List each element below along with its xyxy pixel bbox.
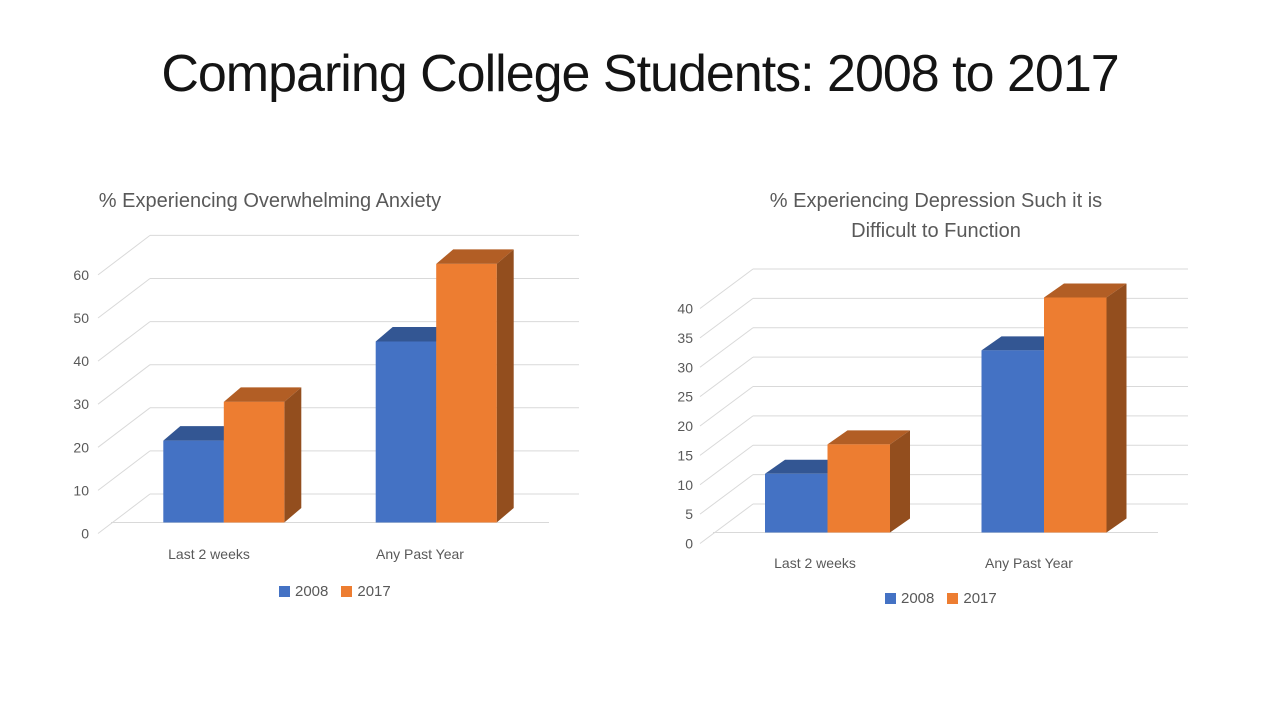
depression-chart-title-line1: % Experiencing Depression Such it is <box>769 190 1103 212</box>
gridline-diagonal <box>98 365 150 405</box>
category-label: Last 2 weeks <box>168 546 250 562</box>
y-tick-label: 25 <box>677 388 693 405</box>
anxiety-plot <box>73 235 579 562</box>
bar-2017-any-past-year <box>436 264 497 523</box>
slide-title: Comparing College Students: 2008 to 2017 <box>161 45 1119 103</box>
bar-side-2017 <box>890 430 910 532</box>
legend-swatch-2017 <box>341 586 352 597</box>
y-tick-label: 10 <box>73 482 89 499</box>
legend-label-2017: 2017 <box>963 590 997 607</box>
gridline-diagonal <box>700 298 753 338</box>
legend-item-2008 <box>279 583 328 600</box>
y-tick-label: 0 <box>685 535 693 552</box>
y-tick-label: 40 <box>73 353 89 370</box>
y-tick-label: 60 <box>73 266 89 283</box>
gridline-diagonal <box>700 504 753 544</box>
bar-side-2017 <box>497 249 514 522</box>
bar-2008-last-2-weeks <box>163 441 224 523</box>
legend-label-2008: 2008 <box>901 590 935 607</box>
gridline-diagonal <box>98 322 150 362</box>
bar-2017-last-2-weeks <box>224 402 284 523</box>
y-tick-label: 50 <box>73 310 89 326</box>
gridline-diagonal <box>700 475 753 515</box>
gridline-diagonal <box>700 269 753 309</box>
depression-plot <box>677 269 1188 571</box>
y-tick-label: 35 <box>677 329 693 346</box>
gridline-diagonal <box>700 387 753 427</box>
depression-chart-title-line2: Difficult to Function <box>851 220 1021 242</box>
gridline-diagonal <box>700 416 753 456</box>
gridline-diagonal <box>700 328 753 368</box>
bar-side-2017 <box>284 387 301 522</box>
legend-swatch-2008 <box>279 586 290 597</box>
legend-label-2017: 2017 <box>357 583 391 600</box>
bar-2008-any-past-year <box>376 341 437 522</box>
gridline-diagonal <box>98 494 150 534</box>
legend-swatch-2017 <box>947 593 958 604</box>
y-tick-label: 15 <box>677 447 693 464</box>
gridline-diagonal <box>700 357 753 397</box>
y-tick-label: 30 <box>73 396 89 413</box>
category-label: Last 2 weeks <box>774 555 856 571</box>
bar-2008-any-past-year <box>982 350 1045 532</box>
y-tick-label: 10 <box>677 476 693 493</box>
legend-item-2017 <box>341 583 390 600</box>
bar-2017-last-2-weeks <box>828 444 891 532</box>
anxiety-chart-title: % Experiencing Overwhelming Anxiety <box>98 190 442 212</box>
legend-item-2008 <box>885 590 934 607</box>
y-tick-label: 20 <box>73 439 89 456</box>
anxiety-legend <box>279 583 391 600</box>
legend-item-2017 <box>947 590 996 607</box>
bar-side-2017 <box>1107 284 1127 533</box>
gridline-diagonal <box>98 451 150 491</box>
bar-2008-last-2-weeks <box>765 474 828 533</box>
y-tick-label: 5 <box>685 506 693 523</box>
category-label: Any Past Year <box>985 555 1073 571</box>
y-tick-label: 0 <box>81 525 89 542</box>
legend-swatch-2008 <box>885 593 896 604</box>
y-tick-label: 40 <box>677 300 693 317</box>
gridline-diagonal <box>98 235 150 275</box>
legend-label-2008: 2008 <box>295 583 329 600</box>
gridline-diagonal <box>98 279 150 319</box>
y-tick-label: 20 <box>677 418 693 434</box>
y-tick-label: 30 <box>677 359 693 376</box>
depression-legend <box>885 590 997 607</box>
gridline-diagonal <box>98 408 150 448</box>
category-label: Any Past Year <box>376 546 464 562</box>
bar-2017-any-past-year <box>1044 298 1107 533</box>
gridline-diagonal <box>700 445 753 485</box>
